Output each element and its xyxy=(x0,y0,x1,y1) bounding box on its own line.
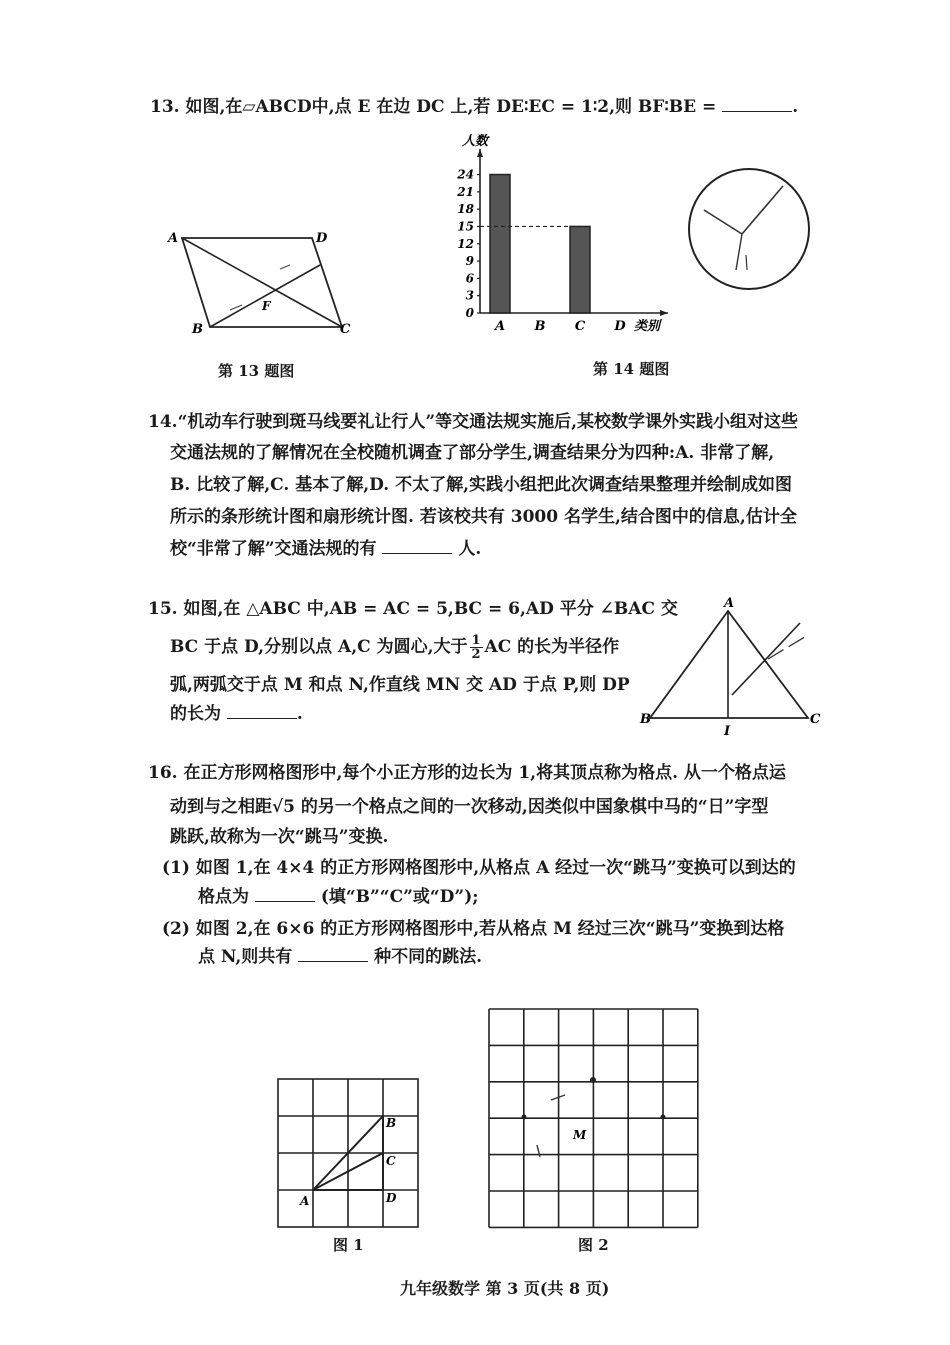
y-tick-label: 18 xyxy=(457,202,474,217)
q16-p1-line2-pre: 格点为 xyxy=(198,887,249,907)
q13-label-b: B xyxy=(192,322,203,337)
q14-line5-post: 人. xyxy=(458,539,482,559)
q13-answer-blank[interactable] xyxy=(722,97,792,112)
x-tick-label-d: D xyxy=(614,319,626,334)
x-tick-label-c: C xyxy=(574,319,586,334)
q16-line3: 跳跃,故称为一次“跳马”变换. xyxy=(170,827,389,847)
q14-caption: 第 14 题图 xyxy=(593,360,670,378)
y-axis-label: 人数 xyxy=(462,134,489,149)
q15-line1: 15. 如图,在 △ABC 中,AB = AC = 5,BC = 6,AD 平分 ∠BAC 交 xyxy=(148,599,678,619)
q16-p2-line2 xyxy=(198,946,482,968)
q14-line5-pre: 校“非常了解”交通法规的有 xyxy=(170,539,377,559)
q16-p2-line2-pre: 点 N,则共有 xyxy=(198,947,293,967)
q15-frac-num: 1 xyxy=(471,633,481,648)
q16-p2-line2-post: 种不同的跳法. xyxy=(374,947,483,967)
q13-label-f: F xyxy=(262,299,271,313)
q13-label-c: C xyxy=(340,322,351,337)
q15-line2-post: AC 的长为半径作 xyxy=(484,637,620,657)
fig1-label-b: B xyxy=(386,1116,397,1130)
fig2-label-m: M xyxy=(573,1128,587,1142)
q16-p1-line2-post: (填“B”“C”或“D”); xyxy=(320,887,479,907)
y-axis-arrow xyxy=(477,149,483,157)
q13-text-post: . xyxy=(792,97,799,117)
bar-c xyxy=(570,226,590,313)
q16-p1-answer-blank[interactable] xyxy=(255,887,315,902)
q15-line4-post: . xyxy=(296,704,303,724)
q13-caption: 第 13 题图 xyxy=(218,362,295,380)
y-tick-label: 12 xyxy=(457,236,474,251)
y-tick-label: 3 xyxy=(465,288,474,303)
page-footer: 九年级数学 第 3 页(共 8 页) xyxy=(400,1279,610,1298)
q16-figure2-grid xyxy=(485,1005,705,1235)
q14-pie-chart xyxy=(680,160,820,300)
q16-fig2-caption: 图 2 xyxy=(578,1236,609,1254)
y-tick-label: 24 xyxy=(457,167,474,182)
y-tick-label: 15 xyxy=(457,219,474,234)
q16-p2-line1: (2) 如图 2,在 6×6 的正方形网格图形中,若从格点 M 经过三次“跳马”变换到达格 xyxy=(162,919,785,939)
q16-p2-answer-blank[interactable] xyxy=(298,947,368,962)
q14-line4: 所示的条形统计图和扇形统计图. 若该校共有 3000 名学生,结合图中的信息,估计全 xyxy=(170,507,797,527)
q13-text-pre: 13. 如图,在▱ABCD中,点 E 在边 DC 上,若 DE∶EC = 1∶2,则 BF∶BE = xyxy=(150,97,717,117)
bar-a xyxy=(490,175,510,313)
q15-fraction xyxy=(470,634,483,661)
q14-line3: B. 比较了解,C. 基本了解,D. 不太了解,实践小组把此次调查结果整理并绘制成如图 xyxy=(170,475,793,495)
y-tick-label: 9 xyxy=(465,254,474,269)
x-tick-label-a: A xyxy=(494,319,506,334)
q15-label-d: I xyxy=(724,724,731,739)
q15-frac-den: 2 xyxy=(471,647,481,662)
q16-figure1-grid xyxy=(270,1075,430,1235)
q15-line3: 弧,两弧交于点 M 和点 N,作直线 MN 交 AD 于点 P,则 DP xyxy=(170,675,630,695)
y-tick-label: 0 xyxy=(465,306,474,320)
q15-label-a: A xyxy=(724,596,735,611)
x-tick-label-b: B xyxy=(534,319,546,334)
q13-label-d: D xyxy=(316,231,328,246)
q15-line4 xyxy=(170,703,303,725)
q16-p1-line1: (1) 如图 1,在 4×4 的正方形网格图形中,从格点 A 经过一次“跳马”变换可以到达的 xyxy=(162,858,796,878)
q14-bar-chart xyxy=(440,134,680,340)
q16-line1: 16. 在正方形网格图形中,每个小正方形的边长为 1,将其顶点称为格点. 从一个格点运 xyxy=(148,763,786,783)
y-tick-label: 6 xyxy=(465,271,474,286)
q14-answer-blank[interactable] xyxy=(382,539,452,554)
y-tick-label: 21 xyxy=(457,184,474,199)
q15-line2 xyxy=(170,634,619,661)
q15-label-b: B xyxy=(640,712,651,727)
x-axis-arrow xyxy=(660,310,668,316)
q14-line5 xyxy=(170,538,481,560)
q16-fig1-caption: 图 1 xyxy=(333,1236,364,1254)
q14-line2: 交通法规的了解情况在全校随机调查了部分学生,调查结果分为四种:A. 非常了解, xyxy=(170,443,775,463)
q13-text xyxy=(150,96,798,118)
fig1-label-c: C xyxy=(386,1154,396,1168)
q15-triangle-figure xyxy=(640,595,830,740)
q13-parallelogram-figure xyxy=(160,225,360,345)
q15-line2-pre: BC 于点 D,分别以点 A,C 为圆心,大于 xyxy=(170,637,468,657)
q14-line1: 14.“机动车行驶到斑马线要礼让行人”等交通法规实施后,某校数学课外实践小组对这些 xyxy=(148,412,799,432)
x-axis-label: 类别 xyxy=(634,319,661,334)
q16-p1-line2 xyxy=(198,886,479,908)
q16-line2: 动到与之相距√5 的另一个格点之间的一次移动,因类似中国象棋中马的“日”字型 xyxy=(170,797,769,817)
q15-answer-blank[interactable] xyxy=(227,704,297,719)
q15-line4-pre: 的长为 xyxy=(170,704,221,724)
fig1-label-a: A xyxy=(300,1194,310,1208)
fig1-label-d: D xyxy=(386,1191,397,1205)
q15-label-c: C xyxy=(810,712,821,727)
q13-label-a: A xyxy=(168,231,179,246)
